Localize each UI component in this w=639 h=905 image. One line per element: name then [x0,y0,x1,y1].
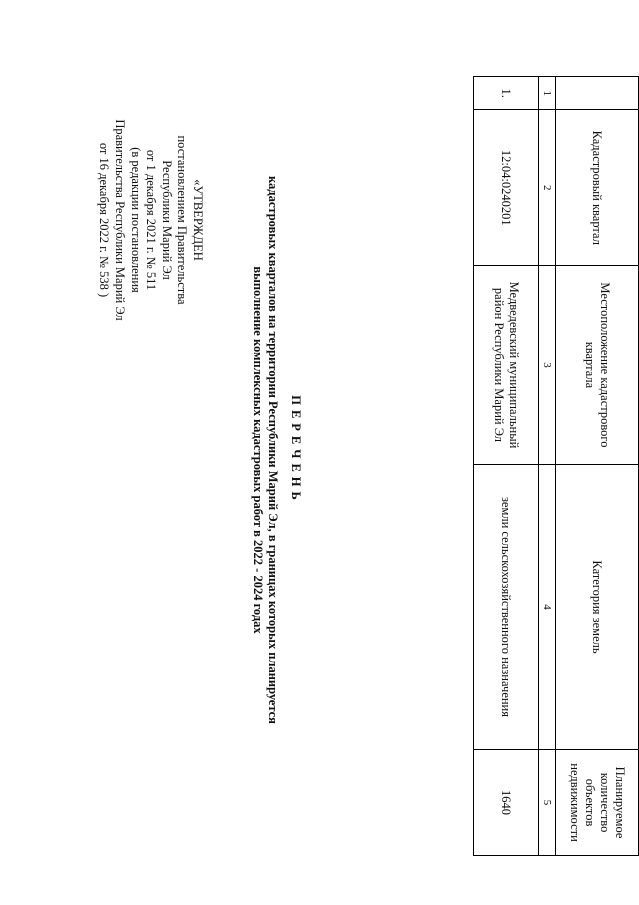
cell-location: Медведевский муниципальный район Республики Марий Эл [474,266,539,465]
approval-line: Правительства Республики Марий Эл [113,119,128,321]
approval-line: от 1 декабря 2021 г. № 511 [144,149,159,291]
column-number: 4 [539,464,556,749]
column-number: 1 [539,77,556,110]
approval-stamp [96,90,205,350]
column-number: 2 [539,110,556,266]
column-number: 3 [539,266,556,465]
header-cell-location: Местоположение кадастрового квартала [556,266,639,465]
row-index: 1. [474,77,539,110]
document-title [250,60,303,840]
header-cell-count: Планируемое количество объектов недвижимости [556,750,639,856]
header-cell-quarter: Кадастровый квартал [556,110,639,266]
approval-line: (в редакции постановления [128,147,143,293]
title-line-1: кадастровых кварталов на территории Республики Марий Эл, в границах которых планируется [266,176,280,724]
cadastral-table [473,76,639,856]
approval-line: «УТВЕРЖДЕН [191,179,205,261]
header-cell-category: Категория земель [556,464,639,749]
column-number-row [539,77,556,856]
title-heading: ПЕРЕЧЕНЬ [289,395,303,505]
approval-line: Республики Марий Эл [159,160,174,280]
cell-land-category: земли сельскохозяйственного назначения [474,464,539,749]
header-cell-index [556,77,639,110]
table-row [474,77,539,856]
table-header-row [556,77,639,856]
cell-object-count: 1640 [474,750,539,856]
title-line-2: выполнение комплексных кадастровых работ в 2022 - 2024 годах [251,266,265,634]
approval-line: от 16 декабря 2022 г. № 538 ) [97,142,112,298]
cell-cadastral-quarter: 12:04:0240201 [474,110,539,266]
column-number: 5 [539,750,556,856]
approval-line: постановлением Правительства [175,135,190,305]
